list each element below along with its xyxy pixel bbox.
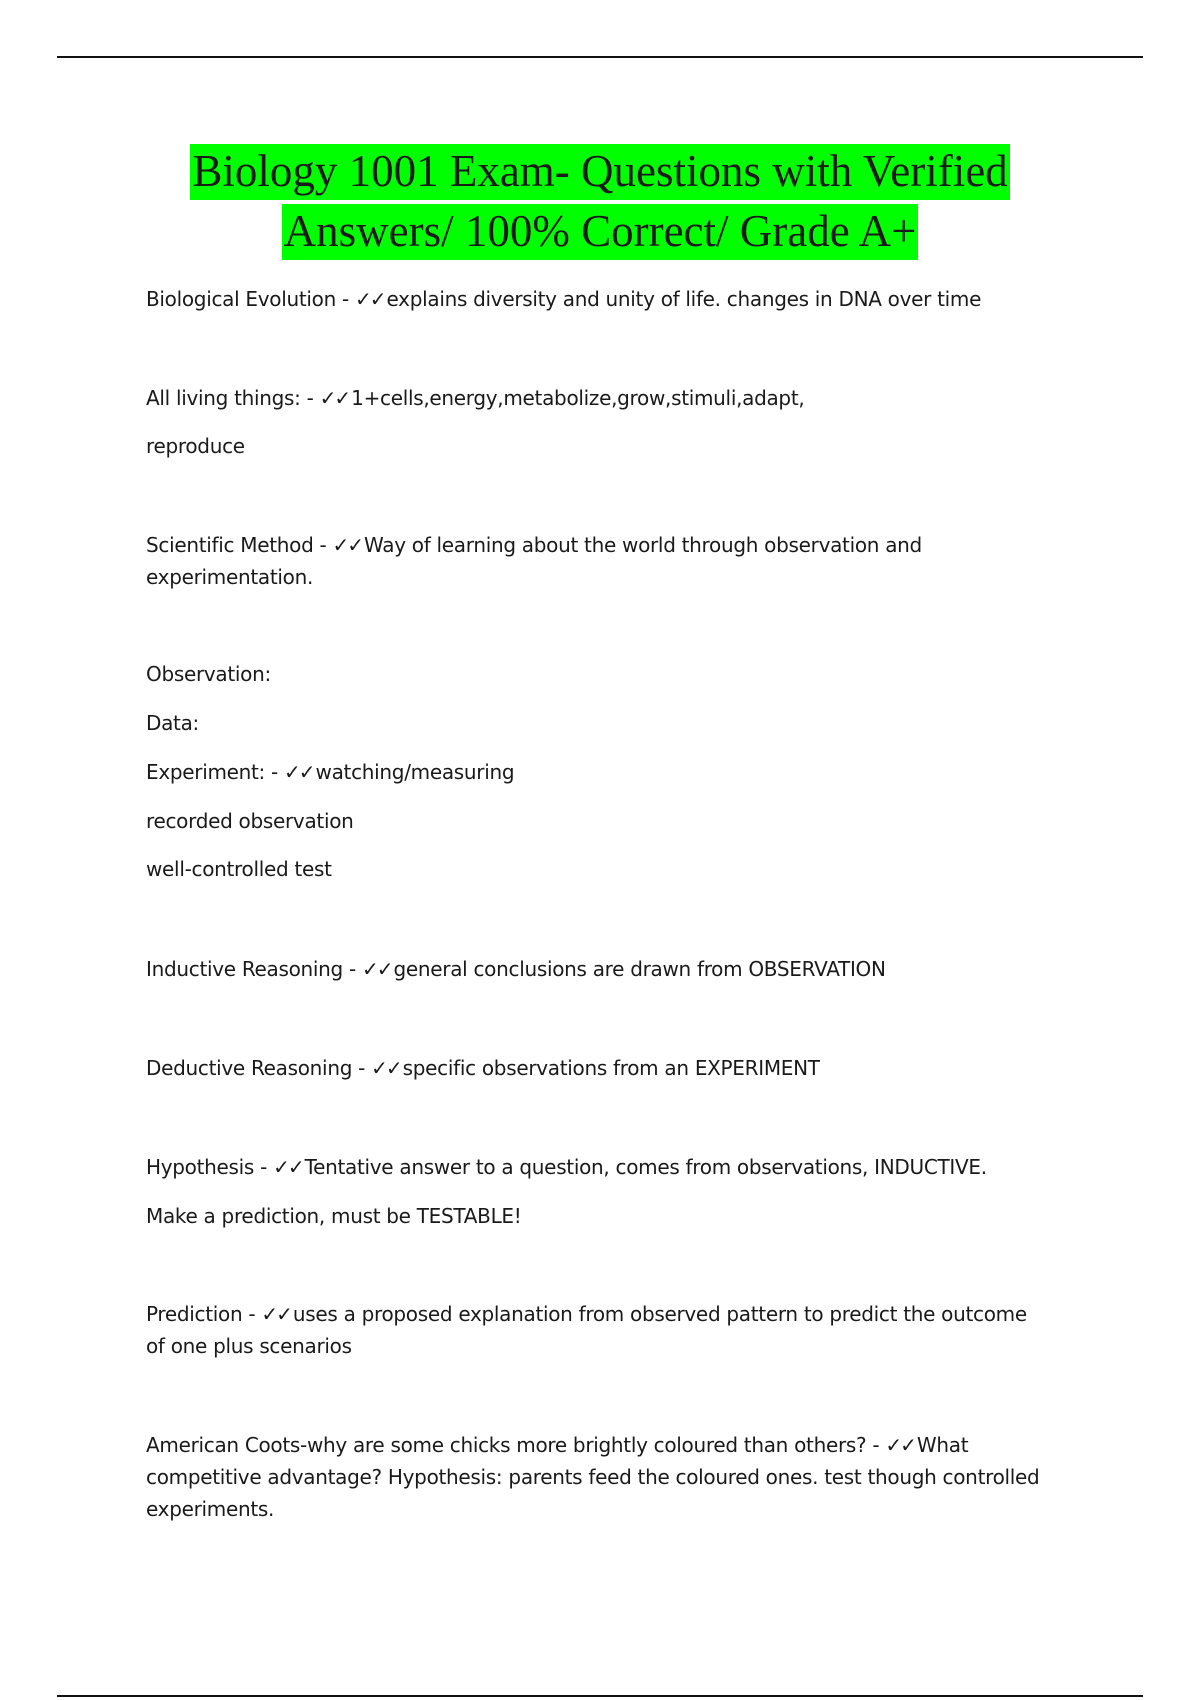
- entry-answer: Tentative answer to a question, comes from observations, INDUCTIVE.: [304, 1155, 987, 1179]
- entry-line: [146, 529, 1066, 561]
- entry-line: [146, 382, 1066, 414]
- checkmark-icon: ✓✓: [332, 533, 363, 557]
- footer-rule: [57, 1695, 1143, 1697]
- entry-biological-evolution: [146, 283, 1066, 315]
- entry-line: experimentation.: [146, 565, 313, 589]
- entry-term: Experiment: -: [146, 760, 285, 784]
- entry-answer: general conclusions are drawn from OBSERVATION: [393, 957, 886, 981]
- entry-answer: uses a proposed explanation from observed pattern to predict the outcome: [292, 1302, 1027, 1326]
- entry-line: competitive advantage? Hypothesis: parents feed the coloured ones. test though controlled: [146, 1465, 1040, 1489]
- entry-line: [146, 283, 1066, 315]
- entry-answer: 1+cells,energy,metabolize,grow,stimuli,adapt,: [351, 386, 805, 410]
- entry-line: Observation:: [146, 662, 271, 686]
- entry-line: [146, 1429, 1066, 1461]
- document-title: [0, 144, 1200, 264]
- checkmark-icon: ✓✓: [273, 1155, 303, 1179]
- entry-line: [146, 1052, 1066, 1084]
- entry-american-coots: [146, 1429, 1066, 1525]
- entry-term: Prediction -: [146, 1302, 262, 1326]
- entry-term: American Coots-why are some chicks more brightly coloured than others? -: [146, 1433, 886, 1457]
- entry-all-living-things: [146, 382, 1066, 462]
- checkmark-icon: ✓✓: [261, 1302, 291, 1326]
- entry-term: All living things: -: [146, 386, 320, 410]
- entry-line: [146, 756, 1066, 788]
- entry-hypothesis: [146, 1151, 1066, 1232]
- entry-line: [146, 953, 1066, 985]
- entry-line: recorded observation: [146, 809, 354, 833]
- title-highlight-2: Answers/ 100% Correct/ Grade A+: [282, 204, 919, 260]
- title-line-1: [0, 144, 1200, 198]
- entry-answer: What: [916, 1433, 969, 1457]
- checkmark-icon: ✓✓: [284, 760, 314, 784]
- entry-line: experiments.: [146, 1497, 275, 1521]
- entry-line: of one plus scenarios: [146, 1334, 352, 1358]
- entry-line: [146, 1298, 1066, 1330]
- entry-term: Biological Evolution -: [146, 287, 356, 311]
- entry-line: well-controlled test: [146, 857, 332, 881]
- checkmark-icon: ✓✓: [362, 957, 392, 981]
- header-rule: [57, 56, 1143, 58]
- checkmark-icon: ✓✓: [885, 1433, 915, 1457]
- entry-inductive-reasoning: [146, 953, 1066, 985]
- entry-term: Inductive Reasoning -: [146, 957, 362, 981]
- entry-answer: Way of learning about the world through observation and: [364, 533, 922, 557]
- entry-answer: specific observations from an EXPERIMENT: [402, 1056, 820, 1080]
- entry-answer: watching/measuring: [315, 760, 515, 784]
- title-highlight-1: Biology 1001 Exam- Questions with Verified: [190, 144, 1009, 200]
- entry-term: Scientific Method -: [146, 533, 333, 557]
- entry-line: [146, 1151, 1066, 1183]
- checkmark-icon: ✓✓: [355, 287, 385, 311]
- entry-prediction: [146, 1298, 1066, 1362]
- checkmark-icon: ✓✓: [319, 386, 350, 410]
- entry-term: Deductive Reasoning -: [146, 1056, 372, 1080]
- entry-deductive-reasoning: [146, 1052, 1066, 1084]
- entry-scientific-method: [146, 529, 1066, 593]
- checkmark-icon: ✓✓: [371, 1056, 401, 1080]
- title-line-2: [0, 204, 1200, 258]
- entry-observation-data-experiment: [146, 658, 1066, 885]
- entry-line: Data:: [146, 711, 199, 735]
- entry-answer: explains diversity and unity of life. changes in DNA over time: [386, 287, 982, 311]
- entry-line: reproduce: [146, 434, 245, 458]
- entry-line: Make a prediction, must be TESTABLE!: [146, 1204, 522, 1228]
- entry-term: Hypothesis -: [146, 1155, 274, 1179]
